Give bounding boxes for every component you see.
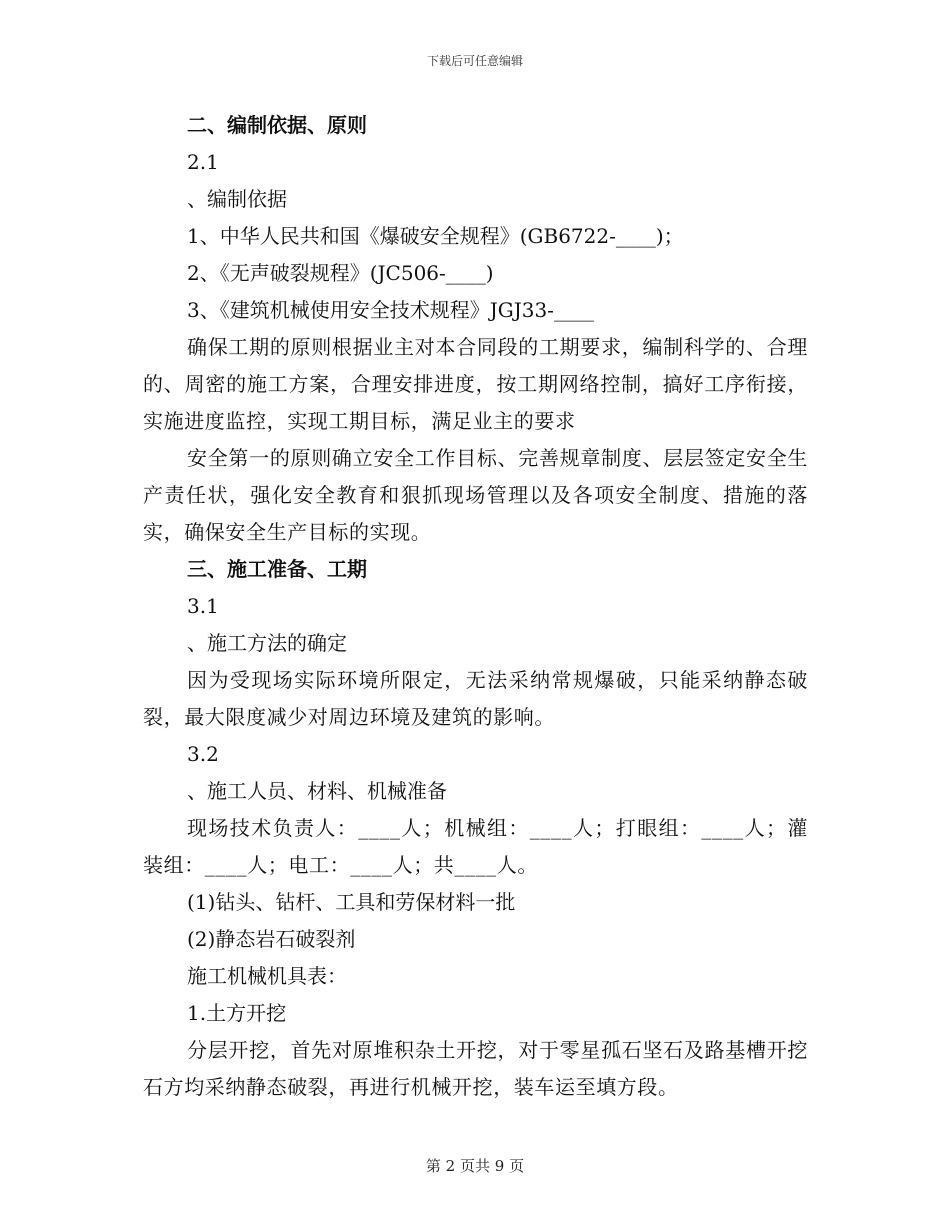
subsection-number-2-1: 2.1	[187, 150, 219, 174]
paragraph-schedule-principle: 确保工期的原则根据业主对本合同段的工期要求，编制科学的、合理的、周密的施工方案，合理安排进度，按工期网络控制，搞好工序衔接，实施进度监控，实现工期目标，满足业主的要求	[143, 335, 808, 433]
paragraph-method: 因为受现场实际环境所限定，无法采纳常规爆破，只能采纳静态破裂，最大限度减少对周边环境及建筑的影响。	[143, 668, 808, 729]
paragraph-earthwork: 分层开挖，首先对原堆积杂土开挖，对于零星孤石坚石及路基槽开挖石方均采纳静态破裂，再进行机械开挖，装车运至填方段。	[143, 1038, 808, 1099]
paragraph-staff: 现场技术负责人：____人；机械组：____人；打眼组：____人；灌装组：____人；电工：____人；共____人。	[143, 816, 808, 877]
subsection-number-3-1: 3.1	[187, 594, 219, 618]
subsection-title-3-2: 、施工人员、材料、机械准备	[187, 779, 447, 803]
document-body	[143, 107, 808, 1106]
material-item-2: (2)静态岩石破裂剂	[187, 927, 356, 951]
reference-item-1: 1、中华人民共和国《爆破安全规程》(GB6722-____)；	[187, 224, 684, 248]
subsection-title-3-1: 、施工方法的确定	[187, 631, 347, 655]
page-footer: 第 2 页共 9 页	[425, 1157, 525, 1175]
section-heading-3: 三、施工准备、工期	[187, 557, 367, 581]
paragraph-safety-principle: 安全第一的原则确立安全工作目标、完善规章制度、层层签定安全生产责任状，强化安全教育和狠抓现场管理以及各项安全制度、措施的落实，确保安全生产目标的实现。	[143, 446, 808, 544]
subsection-number-3-2: 3.2	[187, 742, 219, 766]
earthwork-heading: 1.土方开挖	[187, 1001, 287, 1025]
reference-item-3: 3、《建筑机械使用安全技术规程》JGJ33-____	[187, 298, 594, 322]
machine-table-label: 施工机械机具表：	[187, 964, 347, 988]
material-item-1: (1)钻头、钻杆、工具和劳保材料一批	[187, 890, 516, 914]
page-header: 下载后可任意编辑	[426, 54, 523, 68]
reference-item-2: 2、《无声破裂规程》(JC506-____)	[187, 261, 494, 285]
section-heading-2: 二、编制依据、原则	[187, 113, 367, 137]
subsection-title-2-1: 、编制依据	[187, 187, 287, 211]
